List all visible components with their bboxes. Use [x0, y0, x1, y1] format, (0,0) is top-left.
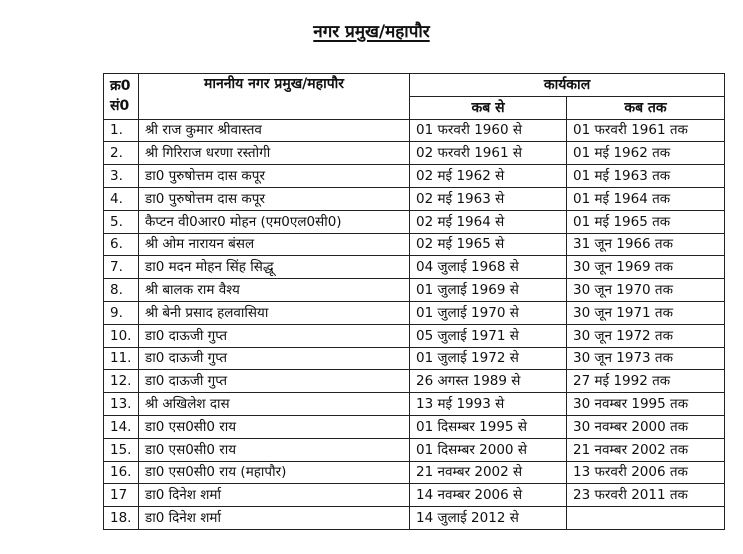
name-cell: डा0 दाऊजी गुप्त — [139, 324, 410, 347]
page-title-text: नगर प्रमुख/महापौर — [313, 22, 430, 42]
name-cell: श्री राज कुमार श्रीवास्तव — [139, 119, 410, 142]
name-cell: डा0 पुरुषोत्तम दास कपूर — [139, 187, 410, 210]
table-row — [104, 370, 725, 393]
table-row — [104, 233, 725, 256]
tenure-header: कार्यकाल — [410, 74, 725, 97]
table-row — [104, 461, 725, 484]
name-cell: डा0 पुरुषोत्तम दास कपूर — [139, 165, 410, 188]
to-date-cell: 30 जून 1969 तक — [567, 256, 725, 279]
table-row — [104, 347, 725, 370]
from-date-cell: 01 दिसम्बर 2000 से — [410, 438, 567, 461]
table-row — [104, 256, 725, 279]
from-date-cell: 21 नवम्बर 2002 से — [410, 461, 567, 484]
from-date-cell: 02 मई 1962 से — [410, 165, 567, 188]
name-cell: डा0 दिनेश शर्मा — [139, 484, 410, 507]
table-row — [104, 507, 725, 530]
serial-number-cell: 1. — [104, 119, 139, 142]
serial-number-cell: 2. — [104, 142, 139, 165]
serial-number-cell: 17 — [104, 484, 139, 507]
name-cell: श्री बेनी प्रसाद हलवासिया — [139, 301, 410, 324]
to-date-cell: 01 मई 1963 तक — [567, 165, 725, 188]
serial-number-cell: 16. — [104, 461, 139, 484]
name-cell: श्री ओम नारायन बंसल — [139, 233, 410, 256]
serial-number-cell: 6. — [104, 233, 139, 256]
serial-number-cell: 3. — [104, 165, 139, 188]
table-row — [104, 165, 725, 188]
serial-number-cell: 4. — [104, 187, 139, 210]
name-cell: डा0 दिनेश शर्मा — [139, 507, 410, 530]
to-date-cell: 21 नवम्बर 2002 तक — [567, 438, 725, 461]
name-cell: डा0 एस0सी0 राय — [139, 438, 410, 461]
serial-number-cell: 7. — [104, 256, 139, 279]
table-row — [104, 142, 725, 165]
serial-number-cell: 11. — [104, 347, 139, 370]
to-date-cell: 23 फरवरी 2011 तक — [567, 484, 725, 507]
to-date-cell: 31 जून 1966 तक — [567, 233, 725, 256]
name-cell: डा0 दाऊजी गुप्त — [139, 370, 410, 393]
to-date-cell: 27 मई 1992 तक — [567, 370, 725, 393]
serial-header-line2: सं0 — [110, 98, 130, 115]
from-date-cell: 01 फरवरी 1960 से — [410, 119, 567, 142]
serial-number-cell: 8. — [104, 279, 139, 302]
name-header: माननीय नगर प्रमुख/महापौर — [139, 74, 410, 120]
serial-number-cell: 9. — [104, 301, 139, 324]
serial-number-cell: 13. — [104, 393, 139, 416]
serial-number-cell: 12. — [104, 370, 139, 393]
serial-number-header — [104, 74, 139, 120]
to-date-cell: 30 जून 1971 तक — [567, 301, 725, 324]
serial-number-cell: 15. — [104, 438, 139, 461]
table-row — [104, 119, 725, 142]
name-cell: डा0 एस0सी0 राय — [139, 415, 410, 438]
page-title — [0, 20, 743, 44]
from-date-cell: 02 मई 1963 से — [410, 187, 567, 210]
serial-header-line1: क्र0 — [110, 78, 131, 95]
from-date-cell: 05 जुलाई 1971 से — [410, 324, 567, 347]
to-date-cell: 01 मई 1964 तक — [567, 187, 725, 210]
to-date-cell — [567, 507, 725, 530]
header-row-1 — [104, 74, 725, 97]
table-row — [104, 415, 725, 438]
from-date-cell: 01 जुलाई 1972 से — [410, 347, 567, 370]
serial-number-cell: 18. — [104, 507, 139, 530]
to-date-cell: 30 जून 1972 तक — [567, 324, 725, 347]
to-date-cell: 01 मई 1962 तक — [567, 142, 725, 165]
to-date-cell: 30 नवम्बर 1995 तक — [567, 393, 725, 416]
to-date-cell: 30 जून 1973 तक — [567, 347, 725, 370]
to-header: कब तक — [567, 96, 725, 119]
name-cell: श्री गिरिराज धरणा रस्तोगी — [139, 142, 410, 165]
mayors-table — [103, 73, 725, 530]
table-row — [104, 438, 725, 461]
table-row — [104, 279, 725, 302]
from-date-cell: 01 जुलाई 1969 से — [410, 279, 567, 302]
from-date-cell: 01 दिसम्बर 1995 से — [410, 415, 567, 438]
name-cell: डा0 एस0सी0 राय (महापौर) — [139, 461, 410, 484]
from-date-cell: 01 जुलाई 1970 से — [410, 301, 567, 324]
table-row — [104, 187, 725, 210]
name-cell: श्री बालक राम वैश्य — [139, 279, 410, 302]
from-date-cell: 04 जुलाई 1968 से — [410, 256, 567, 279]
to-date-cell: 01 फरवरी 1961 तक — [567, 119, 725, 142]
table-row — [104, 484, 725, 507]
to-date-cell: 30 जून 1970 तक — [567, 279, 725, 302]
from-date-cell: 14 नवम्बर 2006 से — [410, 484, 567, 507]
name-cell: डा0 दाऊजी गुप्त — [139, 347, 410, 370]
name-cell: श्री अखिलेश दास — [139, 393, 410, 416]
name-cell: कैप्टन वी0आर0 मोहन (एम0एल0सी0) — [139, 210, 410, 233]
serial-number-cell: 5. — [104, 210, 139, 233]
table-row — [104, 324, 725, 347]
from-date-cell: 26 अगस्त 1989 से — [410, 370, 567, 393]
to-date-cell: 30 नवम्बर 2000 तक — [567, 415, 725, 438]
from-date-cell: 02 फरवरी 1961 से — [410, 142, 567, 165]
serial-number-cell: 10. — [104, 324, 139, 347]
name-cell: डा0 मदन मोहन सिंह सिद्धू — [139, 256, 410, 279]
to-date-cell: 01 मई 1965 तक — [567, 210, 725, 233]
from-date-cell: 14 जुलाई 2012 से — [410, 507, 567, 530]
serial-number-cell: 14. — [104, 415, 139, 438]
table-row — [104, 210, 725, 233]
to-date-cell: 13 फरवरी 2006 तक — [567, 461, 725, 484]
from-date-cell: 13 मई 1993 से — [410, 393, 567, 416]
table-row — [104, 301, 725, 324]
from-date-cell: 02 मई 1965 से — [410, 233, 567, 256]
table-row — [104, 393, 725, 416]
from-header: कब से — [410, 96, 567, 119]
from-date-cell: 02 मई 1964 से — [410, 210, 567, 233]
